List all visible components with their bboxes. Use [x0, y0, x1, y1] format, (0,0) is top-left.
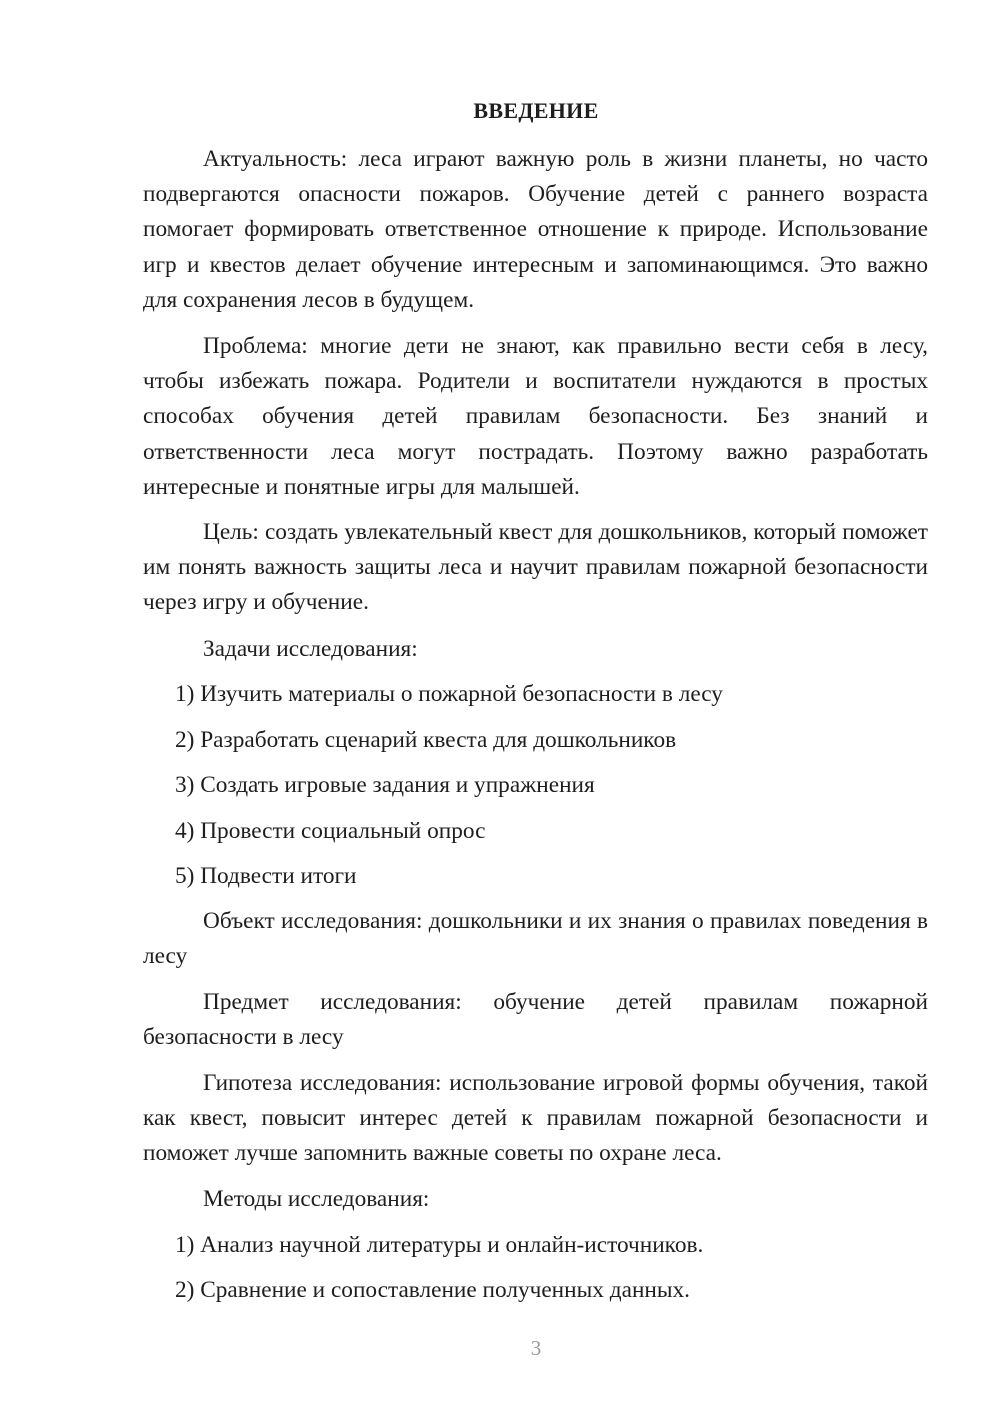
task-item-3: 3) Создать игровые задания и упражнения: [175, 772, 595, 798]
method-item-1: 1) Анализ научной литературы и онлайн-источников.: [175, 1232, 704, 1258]
hypothesis-paragraph: Гипотеза исследования: использование игровой формы обучения, такой как квест, повысит интерес детей к правилам пожарной безопасности и поможет лучше запомнить важные советы по охране леса.: [143, 1070, 928, 1167]
subject-paragraph: Предмет исследования: обучение детей правилам пожарной безопасности в лесу: [143, 989, 928, 1051]
page-number: 3: [530, 1336, 542, 1360]
method-item-2: 2) Сравнение и сопоставление полученных данных.: [175, 1277, 690, 1303]
problem-paragraph: Проблема: многие дети не знают, как правильно вести себя в лесу, чтобы избежать пожара. Родители и воспитатели нуждаются в простых способах обучения детей правилам безопасности. Без знаний и ответственности леса могут пострадать. Поэтому важно разработать интересные и понятные игры для малышей.: [143, 333, 928, 500]
task-item-4: 4) Провести социальный опрос: [175, 818, 486, 844]
tasks-heading: Задачи исследования:: [203, 636, 418, 662]
page-title: ВВЕДЕНИЕ: [473, 98, 599, 123]
goal-paragraph: Цель: создать увлекательный квест для дошкольников, который поможет им понять важность защиты леса и научит правилам пожарной безопасности через игру и обучение.: [143, 519, 928, 616]
task-item-1: 1) Изучить материалы о пожарной безопасности в лесу: [175, 681, 723, 707]
object-paragraph: Объект исследования: дошкольники и их знания о правилах поведения в лесу: [143, 908, 928, 970]
methods-heading: Методы исследования:: [203, 1186, 430, 1212]
relevance-paragraph: Актуальность: леса играют важную роль в жизни планеты, но часто подвергаются опасности пожаров. Обучение детей с раннего возраста помогает формировать ответственное отношение к природе. Использование игр и квестов делает обучение интересным и запоминающимся. Это важно для сохранения лесов в будущем.: [143, 146, 928, 313]
task-item-2: 2) Разработать сценарий квеста для дошкольников: [175, 727, 677, 753]
task-item-5: 5) Подвести итоги: [175, 863, 357, 889]
